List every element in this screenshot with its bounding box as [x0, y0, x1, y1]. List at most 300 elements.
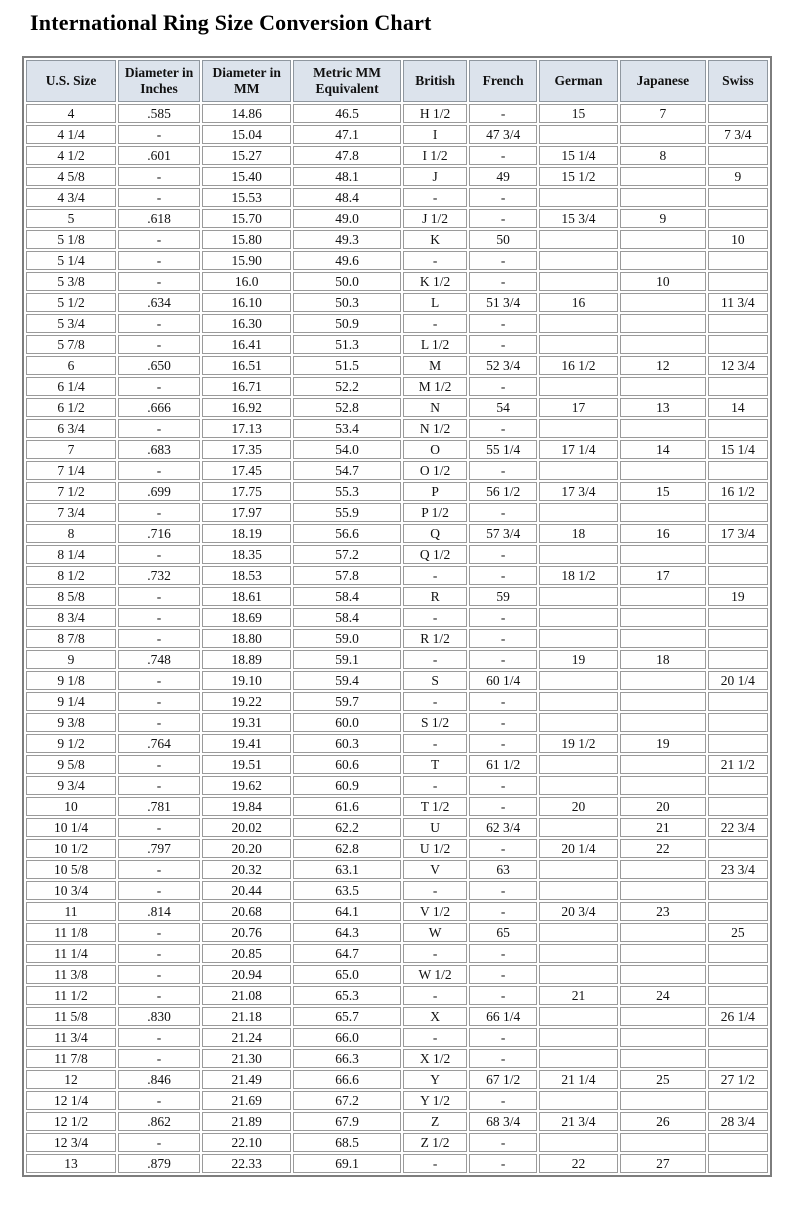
table-cell: 18.53	[202, 566, 291, 585]
table-cell: -	[118, 230, 200, 249]
table-cell	[708, 545, 768, 564]
table-cell: -	[469, 419, 537, 438]
table-cell: -	[469, 839, 537, 858]
table-cell: 11 1/4	[26, 944, 116, 963]
table-cell: .879	[118, 1154, 200, 1173]
table-cell: 12 3/4	[708, 356, 768, 375]
table-cell: 66.0	[293, 1028, 400, 1047]
table-cell: L 1/2	[403, 335, 468, 354]
table-cell	[539, 461, 618, 480]
table-cell: N 1/2	[403, 419, 468, 438]
table-cell	[708, 461, 768, 480]
table-row	[26, 1112, 768, 1131]
table-cell: -	[469, 146, 537, 165]
table-cell: -	[118, 818, 200, 837]
table-row	[26, 1091, 768, 1110]
table-cell: 11 3/8	[26, 965, 116, 984]
table-cell: V	[403, 860, 468, 879]
table-cell: 57.8	[293, 566, 400, 585]
table-cell	[708, 377, 768, 396]
table-cell: 8 7/8	[26, 629, 116, 648]
table-cell: 20.68	[202, 902, 291, 921]
table-cell: 66.6	[293, 1070, 400, 1089]
table-row	[26, 650, 768, 669]
table-cell: 5 1/2	[26, 293, 116, 312]
table-cell: 51 3/4	[469, 293, 537, 312]
table-cell: 65.7	[293, 1007, 400, 1026]
table-cell: -	[469, 461, 537, 480]
table-cell: 15.80	[202, 230, 291, 249]
table-cell	[620, 965, 706, 984]
table-cell: -	[118, 671, 200, 690]
table-cell	[620, 251, 706, 270]
table-cell: 16	[620, 524, 706, 543]
table-cell: 16	[539, 293, 618, 312]
table-cell: 18	[539, 524, 618, 543]
table-cell: 15 1/4	[708, 440, 768, 459]
table-cell	[620, 545, 706, 564]
table-header-row	[26, 60, 768, 102]
table-cell: 14	[708, 398, 768, 417]
table-cell: 59.4	[293, 671, 400, 690]
table-cell: 10 1/4	[26, 818, 116, 837]
table-row	[26, 734, 768, 753]
table-row	[26, 923, 768, 942]
table-cell: -	[118, 377, 200, 396]
table-cell: 65	[469, 923, 537, 942]
table-cell: 15	[620, 482, 706, 501]
table-cell: 11 1/8	[26, 923, 116, 942]
table-cell	[620, 230, 706, 249]
table-cell: 52 3/4	[469, 356, 537, 375]
table-cell: .585	[118, 104, 200, 123]
table-cell: 15.53	[202, 188, 291, 207]
table-cell	[708, 944, 768, 963]
table-cell: 20.76	[202, 923, 291, 942]
table-cell: 69.1	[293, 1154, 400, 1173]
table-cell: 8 3/4	[26, 608, 116, 627]
table-cell	[620, 314, 706, 333]
table-row	[26, 818, 768, 837]
table-cell: T	[403, 755, 468, 774]
table-cell: -	[118, 1091, 200, 1110]
table-cell: 16 1/2	[539, 356, 618, 375]
table-cell	[620, 608, 706, 627]
table-cell	[539, 1049, 618, 1068]
table-cell: -	[403, 944, 468, 963]
table-cell: 6 1/2	[26, 398, 116, 417]
table-cell: 17.45	[202, 461, 291, 480]
table-cell	[708, 797, 768, 816]
table-cell: -	[469, 1133, 537, 1152]
table-cell: .650	[118, 356, 200, 375]
table-cell	[620, 860, 706, 879]
table-cell: 62.2	[293, 818, 400, 837]
table-header	[26, 60, 768, 102]
table-cell: -	[469, 566, 537, 585]
table-cell	[708, 419, 768, 438]
table-cell: -	[403, 776, 468, 795]
table-row	[26, 944, 768, 963]
table-cell: Q	[403, 524, 468, 543]
table-cell: 56 1/2	[469, 482, 537, 501]
table-cell: -	[469, 188, 537, 207]
table-cell: 23 3/4	[708, 860, 768, 879]
table-cell	[620, 1028, 706, 1047]
table-cell: 58.4	[293, 587, 400, 606]
table-cell: 17 1/4	[539, 440, 618, 459]
table-cell: 26 1/4	[708, 1007, 768, 1026]
table-cell	[708, 188, 768, 207]
table-cell	[620, 923, 706, 942]
table-cell	[708, 902, 768, 921]
table-cell: 15.70	[202, 209, 291, 228]
table-cell	[620, 419, 706, 438]
table-cell: -	[118, 167, 200, 186]
table-cell: U	[403, 818, 468, 837]
table-cell: I 1/2	[403, 146, 468, 165]
table-row	[26, 629, 768, 648]
table-cell: 21.89	[202, 1112, 291, 1131]
table-cell: 8	[26, 524, 116, 543]
table-cell: 17.75	[202, 482, 291, 501]
table-cell: Q 1/2	[403, 545, 468, 564]
column-header-1: Diameter in Inches	[118, 60, 200, 102]
table-cell: -	[469, 209, 537, 228]
table-cell: -	[469, 1154, 537, 1173]
table-cell: 55 1/4	[469, 440, 537, 459]
table-cell: 20	[539, 797, 618, 816]
table-row	[26, 125, 768, 144]
table-cell: 10	[26, 797, 116, 816]
table-cell: -	[469, 272, 537, 291]
table-cell: 47 3/4	[469, 125, 537, 144]
table-cell: 9 3/4	[26, 776, 116, 795]
table-row	[26, 293, 768, 312]
table-cell: 11	[26, 902, 116, 921]
table-cell: X 1/2	[403, 1049, 468, 1068]
table-cell: .764	[118, 734, 200, 753]
table-cell: 4 5/8	[26, 167, 116, 186]
table-cell: 9 1/4	[26, 692, 116, 711]
table-cell: 20.02	[202, 818, 291, 837]
table-cell: 7 3/4	[26, 503, 116, 522]
table-cell: M	[403, 356, 468, 375]
table-cell: 63.1	[293, 860, 400, 879]
table-cell: -	[403, 566, 468, 585]
table-cell: -	[469, 944, 537, 963]
table-cell: 60.9	[293, 776, 400, 795]
table-cell: 4	[26, 104, 116, 123]
table-row	[26, 1028, 768, 1047]
table-cell: 12 3/4	[26, 1133, 116, 1152]
table-cell: 27	[620, 1154, 706, 1173]
table-cell: -	[403, 251, 468, 270]
table-cell: 68.5	[293, 1133, 400, 1152]
table-cell: 21.30	[202, 1049, 291, 1068]
table-cell: -	[118, 272, 200, 291]
table-cell: 64.3	[293, 923, 400, 942]
table-cell: -	[469, 545, 537, 564]
table-cell	[539, 251, 618, 270]
table-cell: 20.94	[202, 965, 291, 984]
table-cell: -	[469, 902, 537, 921]
table-cell	[620, 587, 706, 606]
table-row	[26, 881, 768, 900]
table-cell	[708, 272, 768, 291]
table-cell: 55.9	[293, 503, 400, 522]
table-cell: 60.3	[293, 734, 400, 753]
table-cell: 17	[539, 398, 618, 417]
table-cell: 49.0	[293, 209, 400, 228]
table-cell: 67.2	[293, 1091, 400, 1110]
table-cell: 21 1/4	[539, 1070, 618, 1089]
table-row	[26, 167, 768, 186]
table-cell	[539, 923, 618, 942]
table-cell: 25	[708, 923, 768, 942]
table-cell	[708, 965, 768, 984]
table-cell: 15 1/4	[539, 146, 618, 165]
table-cell: Y 1/2	[403, 1091, 468, 1110]
table-cell: 54.0	[293, 440, 400, 459]
table-cell	[620, 1133, 706, 1152]
table-cell: S 1/2	[403, 713, 468, 732]
table-cell: V 1/2	[403, 902, 468, 921]
table-cell: K	[403, 230, 468, 249]
table-cell: 15.27	[202, 146, 291, 165]
table-row	[26, 713, 768, 732]
table-cell: 61.6	[293, 797, 400, 816]
table-cell	[539, 818, 618, 837]
table-cell: 16 1/2	[708, 482, 768, 501]
table-cell: -	[469, 1091, 537, 1110]
table-row	[26, 104, 768, 123]
table-cell: 20.32	[202, 860, 291, 879]
table-row	[26, 608, 768, 627]
table-cell	[539, 944, 618, 963]
table-cell: 19.22	[202, 692, 291, 711]
table-cell: 26	[620, 1112, 706, 1131]
table-cell: 10	[708, 230, 768, 249]
table-cell: -	[469, 1028, 537, 1047]
table-cell: -	[403, 188, 468, 207]
table-cell: -	[403, 1028, 468, 1047]
table-cell: 12 1/2	[26, 1112, 116, 1131]
table-cell: 20.44	[202, 881, 291, 900]
column-header-4: British	[403, 60, 468, 102]
table-cell: -	[118, 188, 200, 207]
table-cell: 19.62	[202, 776, 291, 795]
table-cell: 15.04	[202, 125, 291, 144]
table-cell: 5 7/8	[26, 335, 116, 354]
table-cell: P 1/2	[403, 503, 468, 522]
table-cell: 22	[620, 839, 706, 858]
table-cell: 65.0	[293, 965, 400, 984]
table-cell: 16.10	[202, 293, 291, 312]
table-cell: 16.0	[202, 272, 291, 291]
table-cell: .748	[118, 650, 200, 669]
table-cell	[620, 944, 706, 963]
table-cell	[708, 713, 768, 732]
table-cell	[539, 314, 618, 333]
table-row	[26, 314, 768, 333]
table-cell: 18 1/2	[539, 566, 618, 585]
table-cell	[708, 839, 768, 858]
table-cell: 50.9	[293, 314, 400, 333]
table-cell: -	[469, 314, 537, 333]
table-cell: 8 1/2	[26, 566, 116, 585]
table-cell: 14	[620, 440, 706, 459]
table-cell: 6 1/4	[26, 377, 116, 396]
table-cell: -	[118, 587, 200, 606]
table-cell	[708, 608, 768, 627]
table-row	[26, 1133, 768, 1152]
table-cell: K 1/2	[403, 272, 468, 291]
table-cell: 24	[620, 986, 706, 1005]
table-cell: -	[469, 965, 537, 984]
table-cell	[708, 1091, 768, 1110]
table-cell: 21	[539, 986, 618, 1005]
table-cell: 7 1/2	[26, 482, 116, 501]
table-cell	[620, 881, 706, 900]
table-cell: -	[118, 755, 200, 774]
table-cell	[708, 650, 768, 669]
table-cell: Y	[403, 1070, 468, 1089]
table-cell: Z	[403, 1112, 468, 1131]
table-cell: .830	[118, 1007, 200, 1026]
table-cell: 21.24	[202, 1028, 291, 1047]
table-cell: 16.30	[202, 314, 291, 333]
table-cell: 50	[469, 230, 537, 249]
table-cell: -	[118, 314, 200, 333]
table-cell: 63.5	[293, 881, 400, 900]
table-cell: -	[403, 1154, 468, 1173]
table-cell: -	[118, 461, 200, 480]
table-cell: 17.35	[202, 440, 291, 459]
table-cell: 53.4	[293, 419, 400, 438]
table-cell: 54	[469, 398, 537, 417]
table-cell: 5 1/8	[26, 230, 116, 249]
table-cell	[539, 776, 618, 795]
table-cell: 50.0	[293, 272, 400, 291]
table-cell: 52.8	[293, 398, 400, 417]
table-cell: -	[469, 692, 537, 711]
table-cell: 18.19	[202, 524, 291, 543]
table-cell	[620, 1091, 706, 1110]
table-cell: -	[469, 503, 537, 522]
table-cell: S	[403, 671, 468, 690]
table-cell: 22 3/4	[708, 818, 768, 837]
table-cell: 18.80	[202, 629, 291, 648]
table-cell: 62.8	[293, 839, 400, 858]
table-cell: 21.49	[202, 1070, 291, 1089]
table-cell: L	[403, 293, 468, 312]
table-cell: -	[403, 692, 468, 711]
table-cell: 61 1/2	[469, 755, 537, 774]
table-row	[26, 1049, 768, 1068]
table-cell: Z 1/2	[403, 1133, 468, 1152]
table-cell: 6 3/4	[26, 419, 116, 438]
table-cell: 5 3/8	[26, 272, 116, 291]
table-cell: 21.69	[202, 1091, 291, 1110]
table-cell: 49.6	[293, 251, 400, 270]
table-cell	[539, 272, 618, 291]
table-cell: 47.8	[293, 146, 400, 165]
table-cell: 11 1/2	[26, 986, 116, 1005]
column-header-0: U.S. Size	[26, 60, 116, 102]
table-cell: 22	[539, 1154, 618, 1173]
table-cell: .716	[118, 524, 200, 543]
table-cell: N	[403, 398, 468, 417]
table-cell	[539, 608, 618, 627]
table-cell: 21 1/2	[708, 755, 768, 774]
table-cell: 20 1/4	[539, 839, 618, 858]
table-cell	[539, 545, 618, 564]
table-cell: X	[403, 1007, 468, 1026]
table-cell: 47.1	[293, 125, 400, 144]
table-cell	[539, 881, 618, 900]
table-cell: 9	[620, 209, 706, 228]
table-cell: 10 1/2	[26, 839, 116, 858]
table-cell: 8	[620, 146, 706, 165]
table-cell: 19.51	[202, 755, 291, 774]
table-row	[26, 251, 768, 270]
table-row	[26, 230, 768, 249]
table-cell: 66 1/4	[469, 1007, 537, 1026]
table-cell: 64.7	[293, 944, 400, 963]
table-cell: 8 5/8	[26, 587, 116, 606]
table-cell: 62 3/4	[469, 818, 537, 837]
table-row	[26, 860, 768, 879]
table-cell: 54.7	[293, 461, 400, 480]
table-row	[26, 986, 768, 1005]
table-row	[26, 146, 768, 165]
table-cell: 60.0	[293, 713, 400, 732]
table-cell: 57 3/4	[469, 524, 537, 543]
table-cell	[620, 1049, 706, 1068]
table-cell: -	[118, 965, 200, 984]
column-header-5: French	[469, 60, 537, 102]
table-cell: P	[403, 482, 468, 501]
table-cell: 55.3	[293, 482, 400, 501]
table-row	[26, 419, 768, 438]
table-cell: 11 3/4	[708, 293, 768, 312]
table-cell	[539, 692, 618, 711]
table-cell	[708, 104, 768, 123]
table-cell: 12	[620, 356, 706, 375]
table-cell: 50.3	[293, 293, 400, 312]
table-cell: 16.92	[202, 398, 291, 417]
table-row	[26, 356, 768, 375]
table-row	[26, 965, 768, 984]
table-cell: -	[118, 776, 200, 795]
table-cell	[620, 755, 706, 774]
table-cell: -	[469, 104, 537, 123]
table-body	[26, 104, 768, 1173]
table-cell: -	[403, 734, 468, 753]
table-cell: 9 5/8	[26, 755, 116, 774]
table-cell: -	[118, 944, 200, 963]
table-row	[26, 1007, 768, 1026]
table-cell: 11 7/8	[26, 1049, 116, 1068]
table-cell: 66.3	[293, 1049, 400, 1068]
table-cell	[708, 251, 768, 270]
table-cell	[539, 335, 618, 354]
table-cell	[539, 125, 618, 144]
table-cell: -	[118, 503, 200, 522]
table-cell	[539, 188, 618, 207]
table-cell: 65.3	[293, 986, 400, 1005]
